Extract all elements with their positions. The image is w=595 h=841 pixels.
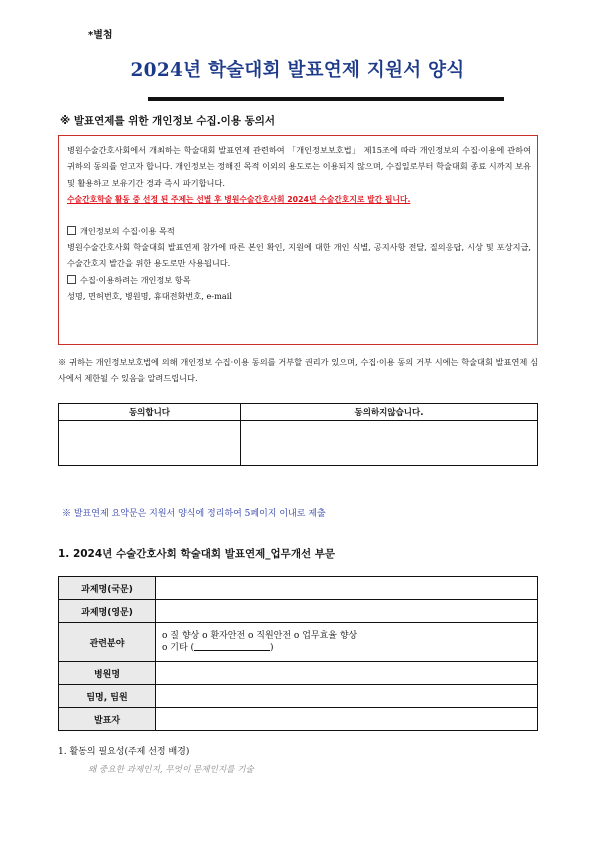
application-form-table [58,576,538,731]
items-text: 성명, 면허번호, 병원명, 휴대전화번호, e-mail [67,291,232,302]
title-underline [148,97,504,101]
field-other-input[interactable] [194,642,270,651]
field-label: 관련분야 [59,623,156,662]
attachment-label: *별첨 [88,30,113,41]
consent-intro: 병원수술간호사회에서 개최하는 학술대회 발표연제 관련하여 「개인정보보호법」 제15조에 따라 개인정보의 수집·이용에 관하여 귀하의 동의를 얻고자 합니다. 개인정보는 정해진 목적 이외의 용도로는 이용되지 않으며, 수집일로부터 학술대회 종료 시까지 보유 및 활용하고 보유기간 경과 즉시 파기합니다. [67,145,531,188]
team-label: 팀명, 팀원 [59,685,156,708]
section1-heading: 1. 2024년 수술간호사회 학술대회 발표연제_업무개선 부문 [58,548,336,560]
hospital-label: 병원명 [59,662,156,685]
rights-notice: ※ 귀하는 개인정보보호법에 의해 개인정보 수집·이용 동의를 거부할 권리가 있으며, 수집·이용 동의 거부 시에는 학술대회 발표연제 심사에서 제한될 수 있음을 알려드립니다. [58,357,538,384]
summary-notice: ※ 발표연제 요약문은 지원서 양식에 정리하여 5페이지 이내로 제출 [62,509,326,519]
team-input[interactable] [156,685,538,708]
title-kr-label: 과제명(국문) [59,577,156,600]
title-en-label: 과제명(영문) [59,600,156,623]
agree-signature-cell[interactable] [59,421,241,466]
checkbox-icon [67,275,76,284]
title-en-input[interactable] [156,600,538,623]
field-other-suffix: ) [270,643,274,653]
item1-hint: 왜 중요한 과제인지, 무엇이 문제인지를 기술 [88,765,254,775]
field-options[interactable] [156,623,538,662]
field-options-line1[interactable]: o 질 향상 o 환자안전 o 직원안전 o 업무효율 향상 [162,631,358,641]
hospital-input[interactable] [156,662,538,685]
disagree-label: 동의하지않습니다. [240,404,537,421]
publication-notice: 수술간호학술 활동 중 선정 된 주제는 선별 후 병원수술간호사회 2024년 수술간호지로 발간 됩니다. [67,195,411,205]
purpose-text: 병원수술간호사회 학술대회 발표연제 참가에 따른 본인 확인, 지원에 대한 개인 식별, 공지사항 전달, 질의응답, 시상 및 포상지급, 수술간호지 발간을 위한 용도로만 사용됩니다. [67,242,531,269]
consent-table [58,403,538,466]
presenter-input[interactable] [156,708,538,731]
presenter-label: 발표자 [59,708,156,731]
document-title: 2024년 학술대회 발표연제 지원서 양식 [130,60,465,81]
items-title: 수집·이용하려는 개인정보 항목 [80,274,191,285]
checkbox-icon [67,226,76,235]
title-kr-input[interactable] [156,577,538,600]
item1-heading: 1. 활동의 필요성(주제 선정 배경) [58,747,190,757]
consent-box [58,135,538,345]
purpose-title: 개인정보의 수집·이용 목적 [80,225,175,236]
field-other-prefix: o 기타 ( [162,643,195,653]
consent-heading: ※ 발표연제를 위한 개인정보 수집.이용 동의서 [60,115,276,127]
disagree-signature-cell[interactable] [240,421,537,466]
agree-label: 동의합니다 [59,404,241,421]
